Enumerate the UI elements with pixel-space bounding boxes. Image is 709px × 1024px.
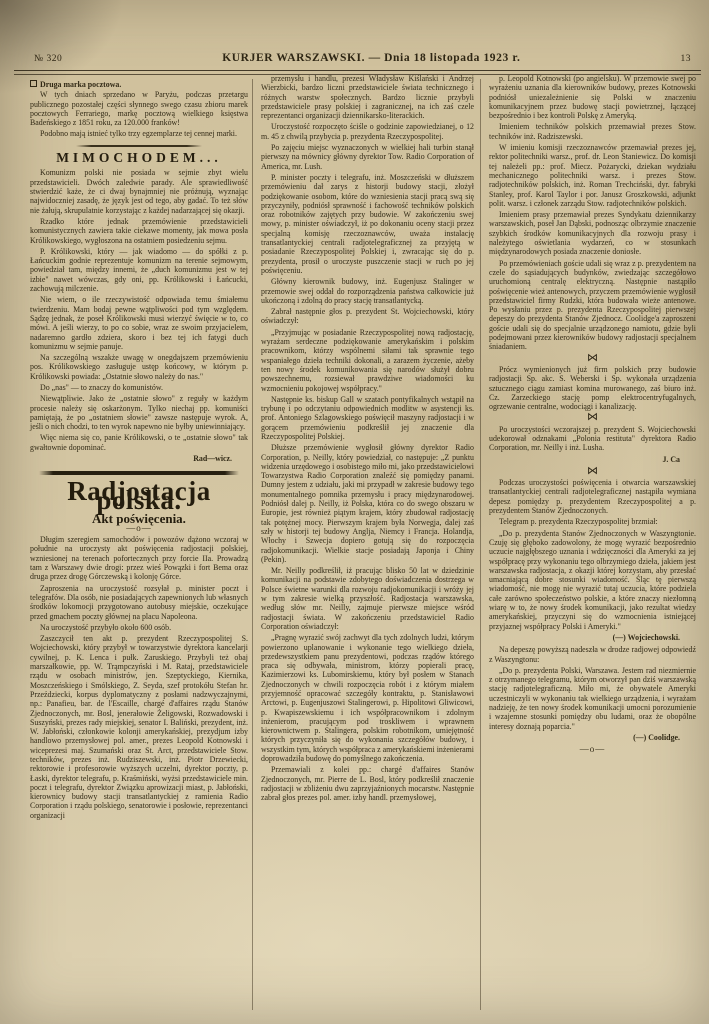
- paragraph: Główny kierownik budowy, inż. Eugenjusz Stalinger w przemowie swej oddał do rozporządzenia państwa całkowicie już ukończoną i zdolną do pracy stację transatlantycką.: [261, 277, 474, 305]
- paragraph: Podobno mają istnieć tylko trzy egzemplarze tej cennej marki.: [40, 129, 237, 139]
- page-number: 13: [680, 54, 691, 64]
- paragraph: Telegram p. prezydenta Rzeczypospolitej brzmiał:: [499, 517, 658, 527]
- paragraph: Następnie ks. biskup Gall w szatach pontyfikalnych wstąpił na trybunę i po odczytaniu odpowiednich modlitw w asystencji ks. prof. Antoniego Szlagowskiego poświęcił maszyny radjostacji i w gorącem przemówieniu podkreślił jej znaczenie dla Rzeczypospolitej Polskiej.: [261, 394, 474, 441]
- paragraph: Przemawiali z kolei pp.: chargé d'affaires Stanów Zjednoczonych, mr. Pierre de L. Bosl, który podkreślił znaczenie radjostacji w zbliżeniu dwu zaprzyjaźnionych mocarstw. Następnie zabrał głos prezes pol. amer. izby handl. przemysłowej,: [261, 765, 474, 803]
- end-ornament: —o—: [579, 744, 606, 755]
- column-left: [30, 80, 248, 822]
- paragraph: „Do p. prezydenta Stanów Zjednoczonych w Waszyngtonie. Czuję się głęboko zadowolony, że mogę wyrazić bezpośrednio uczucie najgłębszego uznania i wdzięczności dla Ameryki za jej współpracę przy wykonaniu tego olbrzymiego dzieła, jakiem jest warszawska radjostacja, z okazji której korzystam, aby przesłać umacniającą dobre stosunki wiadomość. Śląc tę pierwszą wiadomość, nie mogę nie wyrazić tutaj uczucia, które podziela całe zarówno społeczeństwo polskie, a które znaczy niezłomną wiarę w to, że nowy środek komunikacji, jako rezultat wiedzy amerykańskiej, przyczyni się do wzmocnienia istniejącej przyjaznej współpracy Polski i Ameryki.": [489, 528, 696, 631]
- paragraph: Po przemówieniach goście udali się wraz z p. prezydentem na czele do sąsiadujących budynków, zwiedzając szczegółowo uruchomioną centralę elektryczną. Następnie nastąpiło poświęcenie wież antenowych, przyczem przemówienie wygłosił przedstawiciel firmy Rudzki, która budowała wieże antenowe. Po wysłaniu przez p. prezydenta Rzeczypospolitej pierwszej depeszy do prezydenta Stanów Zjednocz. Coolidge'a zaproszeni goście udali się do specjalnie urządzonego namiotu, gdzie byli podejmowani przez kierowników budowy radjostacji specjalnem śniadaniem.: [489, 258, 696, 352]
- paragraph: Na uroczystość przybyło około 600 osób.: [40, 622, 172, 632]
- ornament: —o—: [126, 522, 152, 533]
- paragraph: Imieniem prasy przemawiał prezes Syndykatu dziennikarzy warszawskich, poseł Jan Dąbski, podnosząc olbrzymie znaczenie szybkich środków komunikacyjnych dla rozwoju prasy i należytego oświetlania wydarzeń, co w stosunkach międzynarodowych posiada znaczenie doniosłe.: [489, 210, 696, 257]
- paragraph: P. minister poczty i telegrafu, inż. Moszczeński w dłuższem przemówieniu dał zarys z historji budowy stacji, złożył podziękowanie osobom, które do wzniesienia stacji pracą swą się przyczyniły, podniósł sprawność i fachowość techników polskich oraz robotników zajętych przy budowie. W zakończeniu swej mowy, p. minister oświadczył, iż po dokonaniu oceny stacji przez specjalną komisję rzeczoznawców, uważa instalację transatlantyckiej centrali radjotelegraficznej za przyjętą w posiadanie Rzeczypospolitej Polskiej i, zwracając się do p. prezydenta, prosił o uroczyste puszczenie stacji w ruch po jej poświęceniu.: [261, 172, 474, 275]
- column-divider-left: [252, 79, 253, 1010]
- paragraph: p. Leopold Kotnowski (po angielsku). W przemowie swej po wyrażeniu uznania dla kierowników budowy, prezes Kotnowski podniósł uniezależnienie się Polski w znaczeniu komunikacyjnem przez budowę stacji powietrznej, łączącej bezpośrednio i bez kontroli Polskę z Ameryką.: [489, 74, 696, 121]
- paragraph: „Pragnę wyrazić swój zachwyt dla tych zdolnych ludzi, którym powierzono uplanowanie i wykonanie tego wielkiego dzieła, przedewszystkiem panu prezydentowi, podczas rządów którego praca się odbywała, ministrom, którzy popierali pracę, Kazimierzowi ks. Lubomirskiemu, który był posłem w Stanach Zjednoczonych w chwili rozpoczęcia robót i z którym miałem przyjemność opracować szczegóły kontraktu, p. Stanisławowi Arctowi, p. Eugenjuszowi Stalingerowi, p. Hipolitowi Gliwicowi, p. Kwapiszewskiemu i ich współpracownikom i zdolnym inżenierom, pracującym pod troskliwem i wprawnem kierownictwem p. Stalingera, polskim robotnikom, umiejętność których przyczyniła się do wykonania szczegółów budowy, i wszystkim tym, których współpraca z amerykańskiemi inżenierami doprowadziła budowę do pomyślnego zakończenia.: [261, 633, 474, 764]
- bowtie-ornament-icon: ⋈: [587, 464, 598, 477]
- paragraph: Długim szeregiem samochodów i powozów dążono wczoraj w południe na uroczysty akt poświęcenia radjostacji polskiej, wzniesionej na terenach pofortecznych przy forcie IIa. Prowadzą tam z Warszawy dwie drogi: przez wieś Powązki i fort Bema oraz druga przez drogę Górczewską i kolonję Górce.: [30, 535, 248, 582]
- paragraph: Nie wiem, o ile rzeczywistość odpowiada temu śmiałemu twierdzeniu. Mam bodaj pewne wątpliwości pod tym względem. Sądzę jednak, że poseł Królikowski musi wierzyć święcie w to, co mówi. A jeśli wierzy, to po co sobie, wraz ze swoim przyjacielem, nadaremno gardło zdziera, skoro i bez tej ich fatygi duch komunizmu w sejmie panuje.: [30, 295, 248, 351]
- paragraph: „Do p. prezydenta Polski, Warszawa. Jestem rad niezmiernie z otrzymanego telegramu, którym otworzył pan dziś warszawską stację radjotelegraficzną. Miło mi, że obywatele Ameryki uczestniczyli w wykonaniu tak wielkiego urządzenia, i wyrażam nadzieję, że ten nowy środek komunikacji umocni porozumienie i wzajemne stosunki pomiędzy obu ludami, oraz że obopólne interesy doznają poparcia.": [489, 665, 696, 731]
- paragraph: Zabrał następnie głos p. prezydent St. Wojciechowski, który oświadczył:: [261, 307, 474, 326]
- column-middle: [261, 74, 474, 805]
- telegram-signature: (—) Coolidge.: [633, 732, 680, 742]
- paragraph: Na depeszę powyższą nadeszła w drodze radjowej odpowiedź z Waszyngtonu:: [489, 645, 696, 664]
- column-divider-right: [480, 79, 481, 1010]
- paragraph: Prócz wymienionych już firm polskich przy budowie radjostacji Sp. akc. S. Weberski i Sp. wykonała urządzenia sztucznego ciągu zamiast komina murowanego, zaś biuro inż. Cz. Zarzeckiego stację pomp elektrocentryfugalnych, ogrzewanie centralne, wodociągi i kanalizację.: [489, 364, 696, 412]
- paragraph: Więc niema się co, panie Królikowski, o te „ostatnie słowo" tak gwałtownie dopominać.: [30, 433, 248, 452]
- telegram-signature: (—) Wojciechowski.: [612, 632, 680, 642]
- paragraph: Zaproszenia na uroczystość rozsyłał p. minister poczt i telegrafów. Dla osób, nie posiadających zapewnionych lub własnych środków lokomocji przygotowano autobusy miejskie, oczekujące przed gmachem poczty głównej na placu Napoleona.: [30, 583, 248, 621]
- page-header: [34, 52, 691, 64]
- paragraph: Uroczystość rozpoczęto ściśle o godzinie zapowiedzianej, o 12 m. 45 z chwilą przybycia p. prezydenta Rzeczypospolitej.: [261, 122, 474, 141]
- paragraph: P. Królikowski, który — jak wiadomo — do spółki z p. Łańcuckim godnie reprezentuje komunizm na terenie sejmowym, powiedział tam, między innemi, że „duch komunizmu jest w tej izbie" nawet wówczas, gdy oni, pp. Królikowski i Łańcucki, zachowują milczenie.: [30, 246, 248, 294]
- paragraph: Po uroczystości wczorajszej p. prezydent S. Wojciechowski udekorował odznakami „Polonia restituta" dyrektora Radio Corporation, mr. Neilly i inż. Lusha.: [489, 424, 696, 453]
- column-right: [489, 74, 696, 756]
- paragraph: Dłuższe przemówienie wygłosił główny dyrektor Radio Corporation, p. Neilly, który powiedział, co następuje: „Z punktu widzenia urzędowego i osobistego miło mi, jako przedstawicielowi Towarzystwa Radio Corporation znaleźć się pomiędzy panami. Dumny jestem z udziału, jaki mi przypadł w zakresie budowy tego monumentalnego pomnika przemysłu i pracy międzynarodowej. Podniósł dalej p. Neilly, iż Polska, która co do swego obszaru w Europie, jest również piątym krajem, który zbudował radjostację tak potężnej mocy. Pierwszym krajem była Norwegja, dalej zaś szły w historji tej budowy Anglja, Niemcy i Francja. Holandja, Włochy i Szwecja dopiero gotują się do rozpoczęcia radjokomunikacji. Wielkie stacje posiadają Japonja i Chiny (Pekin).: [261, 443, 474, 564]
- author-signature: J. Ca: [662, 454, 680, 464]
- paragraph: Podczas uroczystości poświęcenia i otwarcia warszawskiej transatlantyckiej centrali radjotelegraficznej nastąpiła wymiana depesz pomiędzy p. prezydentem Rzeczypospolitej a p. prezydentem Stanów Zjednoczonych.: [489, 478, 696, 516]
- paragraph: przemysłu i handlu, prezesi Władysław Kiślański i Andrzej Wierzbicki, bardzo liczni przedstawiciele świata technicznego i różnych warstw społecznych. Bardzo licznie przybyli przedstawiciele prasy polskiej i zagranicznej, na ich zaś czele reprezentanci organizacji dziennikarsko-literackich.: [261, 74, 474, 121]
- paragraph: Imieniem techników polskich przemawiał prezes Stow. techników inż. Radziszewski.: [489, 122, 696, 141]
- article-title: Radjostacja polska.: [67, 475, 211, 516]
- paragraph: Zaszczycił ten akt p. prezydent Rzeczypospolitej S. Wojciechowski, który przybył w towarzystwie dyrektora kancelarji cywilnej, p. K. Lenca i pułk. Zaruskiego. Przybyli też obaj marszałkowie, pp. W. Trąmpczyński i M. Rataj, przedstawiciele rządu w osobach ministrów, jen. Szeptyckiego, Kiernika, Moszczeńskiego i Smólskiego, Z. Seyda, szef protokółu Stefan hr. Przeździecki, korpus dyplomatyczny z posłami nadzwyczajnymi, np.: Panafieu, bar. de l'Escaille, chargé d'affaires rządu Stanów Zjednoczonych, mr. Bosl, jenerałowie Żeligowski, Rozwadowski i Suszyński, prezes rady miejskiej, senator I. Baliński, prezydent, inż. W. Jabłoński, członkowie kolonji amerykańskiej, prezydjum izby handlowo przemysłowej pol. amer., prezes Leopold Kotnowski i wiceprezesi maj. Szumański oraz St. Arct, przedstawiciele Stow. techników, prezes inż. Rudziszewski, inż. Piotr Drzewiecki, rektorowie i profesorowie wyższych uczelni, dyrektor poczty, p. Łaski, dyrektor telegrafu, p. Kraśmiński, wyżsi przedstawiciele min. poczt i telegrafu, dyrektor Związku aprowizacji miast, p. Jabłoński, kierownicy budowy stacji transatlantyckiej z ramienia Radio Corporation i rządu polskiego, senatorowie i posłowie, reprezentanci organizacji: [30, 634, 248, 820]
- paragraph: Rzadko które jednak przemówienie przedstawicieli komunistycznych zawiera takie ciekawe momenty, jak mowa posła Królikowskiego, wygłoszona na ostatniem posiedzeniu sejmu.: [30, 216, 248, 245]
- paragraph: Do „nas" — to znaczy do komunistów.: [40, 383, 164, 392]
- bowtie-ornament-icon: ⋈: [587, 411, 598, 424]
- section-divider: [76, 145, 202, 147]
- paragraph: Mr. Neilly podkreślił, iż pracując blisko 50 lat w dziedzinie komunikacji na podstawie zdobytego doświadczenia dostrzega w Polsce świetne warunki dla rozwoju radjokomunikacji i wróży jej w tym zakresie wielką przyszłość. Radjostacja warszawska, według słów mr. Neilly, zajmuje pierwsze miejsce wśród radjostacji świata. W zakończeniu przedstawiciel Radio Corporation oświadczył:: [261, 566, 474, 631]
- issue-number: № 320: [34, 54, 63, 64]
- paragraph: Niewątpliwie. Jako że „ostatnie słowo" z reguły w każdym procesie należy się oskarżonym. Tylko niechaj pp. komuniści pamiętają, że po „ostatniem słowie" zawsze następuje wyrok. A, jeśli o nich chodzi, to ten wyrok napewno nie byłby uniewinniający.: [30, 394, 248, 432]
- brief-title: [30, 80, 248, 89]
- article-subtitle: Akt poświęcenia.: [92, 510, 186, 526]
- paragraph: Komunizm polski nie posiada w sejmie zbyt wielu przedstawicieli. Dwóch zaledwie parady. Ale sprawiedliwość stwierdzić każe, że ci dwaj bynajmniej nie próżnują, wyznając najwidoczniej zasadę, że język jest od tego, aby gadać. To też słów nie żałują, skrupulatnie korzystając z każdej nadarzającej się okazji.: [30, 168, 248, 215]
- paragraph: W imieniu komisji rzeczoznawców przemawiał prezes jej, rektor politechniki warsz., prof. dr. Leon Staniewicz. Do komisji tej należeli pp.: prof. Miecz. Pożarycki, dziekan wydziału mechanicznego politechniki warsz. i prezes Stow. radjotechników polskich, inż. Roman Trechciński, dyr. fabryki Stanley, prof. Karol Taylor i por. Janusz Groszkowski, adjunkt polit. warsz. i członek zarządu Stow. radjotechników polskich.: [489, 143, 696, 208]
- paragraph: „Przyjmując w posiadanie Rzeczypospolitej nową radjostację, wyrażam serdeczne podziękowanie amerykańskim i polskim pracownikom, którzy wspólnemi siłami tak sprawnie tego wspaniałego dzieła techniki dokonali, a zarazem życzenie, ażeby ten nowy środek komunikowania się narodów służył dobru powszechnemu, rozsiewał prawdziwe wiadomości ku wzmocnieniu pokojowej współpracy.": [261, 327, 474, 393]
- square-marker-icon: [30, 80, 37, 87]
- mimochodem-heading: MIMOCHODEM...: [56, 150, 222, 166]
- author-signature: Rad—wicz.: [193, 454, 232, 464]
- article-divider: [39, 471, 240, 475]
- bowtie-ornament-icon: ⋈: [587, 351, 598, 364]
- masthead-title: KURJER WARSZAWSKI. — Dnia 18 listopada 1923 r.: [222, 52, 521, 64]
- paragraph: W tych dniach sprzedano w Paryżu, podczas przetargu publicznego pozostałej części słynnego swego czasu zbioru marek pocztowych Ferrariego, markę pocztową wielkiego księstwa Badeńskiego z 1851 roku, za 120.000 franków!: [30, 90, 248, 128]
- brief-title-text: Druga marka pocztowa.: [40, 80, 122, 89]
- paragraph: Po zajęciu miejsc wyznaczonych w wielkiej hali turbin stanął pierwszy na mównicy główny dyrektor Tow. Radio Corporation of America, mr. Lush.: [261, 143, 474, 171]
- paragraph: Na szczególną wszakże uwagę w onegdajszem przemówieniu pos. Królikowskiego zasługuje ustęp końcowy, w którym p. Królikowski powiada: „Ostatnie słowo należy do nas.": [30, 353, 248, 381]
